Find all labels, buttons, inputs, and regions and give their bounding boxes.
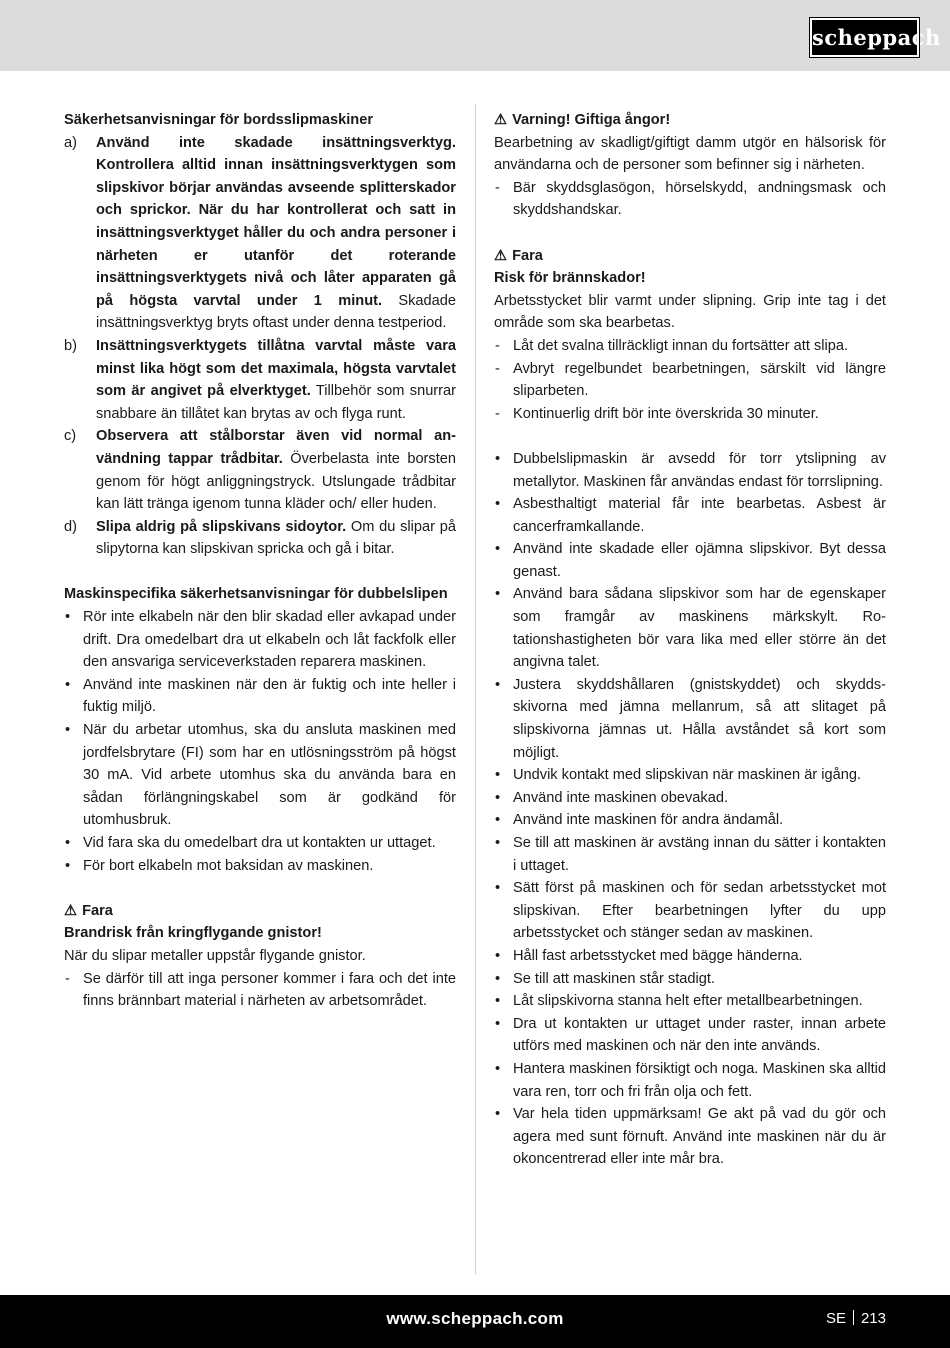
list-item-a <box>64 132 456 335</box>
bullet-item <box>494 832 886 877</box>
bullet-marker: • <box>495 880 501 897</box>
bullet-text: Justera skyddshållaren (gnistskyddet) och skyddsskivorna med jämna mellanrum, så att slitaget på slipskivorna jämnas ut. Hålla avståndet så kort som möjligt. <box>513 676 886 761</box>
dash-text: Se därför till att inga personer kommer i fara och det inte finns brännbart material i närheten av arbetsområdet. <box>83 970 456 1010</box>
item-bold-text: Insättningsverktygets tillåtna varvtal måste vara minst lika högt som det maximala, högsta varvtalet som är angivet på elverktyget. <box>96 337 456 400</box>
bullet-marker: • <box>495 496 501 513</box>
item-marker: d) <box>64 518 77 535</box>
bullet-marker: • <box>495 1015 501 1032</box>
bullet-text: Använd inte maskinen för andra ändamål. <box>513 812 784 829</box>
bullet-text: Dubbelslipmaskin är avsedd för torr ytslipning av metallytor. Maskinen får användas endast för torrslipning. <box>513 450 886 490</box>
item-text: Överbelasta inte borsten genom för högt anliggningstryck. Utslungade trådbitar kan lätt tränga igenom tunna kläder och/ eller huden. <box>96 450 457 513</box>
dash-marker: - <box>495 405 500 422</box>
bullet-item <box>494 877 886 945</box>
bullet-item <box>494 674 886 764</box>
website-link[interactable]: www.scheppach.com <box>386 1309 564 1328</box>
dash-marker: - <box>495 337 500 354</box>
bullet-marker: • <box>65 722 71 739</box>
page-indicator <box>826 1307 886 1331</box>
item-bold-text: Använd inte skadade insättningsverktyg. Kontrollera alltid innan insättningsverktygen som slipskivor börjar användas avseende splitterskador och sprickor. När du har kontrollerat och satt in insättningsverktyget håller du och andra personer i närheten er utanför det roterande insättningsverktygets nivå och låter apparaten gå på högsta varvtal under 1 minut. <box>96 134 456 309</box>
bullet-text: Använd inte maskinen när den är fuktig och inte heller i fuktig miljö. <box>83 676 456 716</box>
fire-warning-heading <box>64 900 456 923</box>
list-item-b <box>64 335 456 425</box>
bullet-item <box>494 1058 886 1103</box>
warning-label: Fara <box>512 247 543 264</box>
bullet-marker: • <box>65 835 71 851</box>
section-title-bench-grinder-safety: Säkerhetsanvisningar för bordsslipmaskiner <box>64 112 374 128</box>
dash-item <box>494 403 886 426</box>
fire-warning-text: När du slipar metaller uppstår flygande gnistor. <box>64 947 366 964</box>
dash-item <box>494 335 886 358</box>
burn-warning-title: Risk för brännskador! <box>494 270 646 287</box>
dash-text: Låt det svalna tillräckligt innan du fortsätter att slipa. <box>513 337 849 354</box>
warning-label: Varning! Giftiga ångor! <box>512 112 671 128</box>
bullet-text: Rör inte elkabeln när den blir skadad eller avkapad under drift. Dra omedelbart dra ut elkabeln och låt fackfolk eller den ansvariga serviceverkstaden reparera maskinen. <box>83 609 456 671</box>
bullet-item <box>494 968 886 991</box>
bullet-text: Asbesthaltigt material får inte bearbetas. Asbest är cancerframkallande. <box>513 496 886 535</box>
header-band <box>0 0 950 71</box>
dash-item <box>64 968 456 1013</box>
column-divider <box>475 104 476 1274</box>
list-item-c <box>64 425 456 515</box>
bullet-text: Använd bara sådana slipskivor som har de egenskaper som framgår av maskinens märkskylt. Rotationshastigheten bör vara lika med eller större än det angivna talet. <box>513 586 886 671</box>
dash-marker: - <box>495 179 500 196</box>
bullet-text: Sätt först på maskinen och för sedan arbetsstycket mot slipskivan. Efter bearbetningen lyfter du upp arbetsstycket och stänger sedan av maskinen. <box>513 880 886 942</box>
bullet-marker: • <box>495 586 501 603</box>
bullet-marker: • <box>495 789 501 806</box>
item-bold-text: Slipa aldrig på slipskivans sidoytor. <box>96 518 347 535</box>
warning-label: Fara <box>82 902 113 919</box>
bullet-item <box>64 719 456 832</box>
bullet-marker: • <box>65 857 71 874</box>
bullet-marker: • <box>495 947 501 964</box>
dash-text: Bär skyddsglasögon, hörselskydd, andningsmask och skyddshandskar. <box>513 179 886 219</box>
bullet-marker: • <box>65 609 71 626</box>
bullet-item <box>494 583 886 673</box>
bullet-marker: • <box>495 835 501 851</box>
bullet-marker: • <box>65 676 71 693</box>
dash-item <box>494 358 886 403</box>
bullet-item <box>494 538 886 583</box>
bullet-text: Undvik kontakt med slipskivan när maskinen är igång. <box>513 767 861 784</box>
bullet-text: Håll fast arbetsstycket med bägge händerna. <box>513 947 803 964</box>
dash-item <box>494 177 886 222</box>
item-text: Om du slipar på slipytorna kan slipskivan spricka och gå i bitar. <box>96 518 456 558</box>
bullet-marker: • <box>495 1060 501 1077</box>
burn-warning-text: Arbetsstycket blir varmt under slipning. Grip inte tag i det område som ska bearbetas. <box>494 292 886 332</box>
bullet-text: För bort elkabeln mot baksidan av maskinen. <box>83 857 374 874</box>
warning-triangle-icon: ⚠ <box>64 902 78 919</box>
dash-text: Kontinuerlig drift bör inte överskrida 30 minuter. <box>513 405 819 422</box>
page-number: 213 <box>860 1310 886 1327</box>
item-text: Tillbehör som snurrar snabbare än tillåtet kan brytas av och flyga runt. <box>96 383 457 422</box>
bullet-text: Använd inte maskinen obevakad. <box>513 789 728 806</box>
bullet-item <box>494 764 886 787</box>
bullet-marker: • <box>495 767 501 784</box>
warning-triangle-icon: ⚠ <box>494 112 508 128</box>
gas-warning-heading <box>494 109 886 132</box>
bullet-text: Använd inte skadade eller ojämna slipskivor. Byt dessa genast. <box>513 541 886 580</box>
gas-warning-text: Bearbetning av skadligt/giftigt damm utgör en hälsorisk för användarna och de personer som befinner sig i närheten. <box>494 134 886 174</box>
dash-text: Avbryt regelbundet bearbetningen, särskilt vid längre sliparbeten. <box>513 360 886 400</box>
right-column <box>494 109 886 1171</box>
dash-marker: - <box>65 970 70 987</box>
dash-marker: - <box>495 360 500 377</box>
bullet-text: Hantera maskinen försiktigt och noga. Maskinen ska alltid vara ren, torr och fri från olja och fett. <box>513 1060 886 1100</box>
bullet-text: Låt slipskivorna stanna helt efter metallbearbetningen. <box>513 993 863 1010</box>
bullet-item <box>494 990 886 1013</box>
bullet-item <box>494 1013 886 1058</box>
item-bold-text: Observera att stålborstar även vid normal användning tappar trådbitar. <box>96 428 456 467</box>
bullet-item <box>64 674 456 719</box>
bullet-text: Dra ut kontakten ur uttaget under raster, innan arbete utförs med maskinen och när den inte används. <box>513 1015 886 1055</box>
section-title-machine-specific: Maskinspecifika säkerhetsanvisningar för dubbelslipen <box>64 586 448 603</box>
warning-triangle-icon: ⚠ <box>494 247 508 264</box>
page-separator <box>853 1310 854 1325</box>
item-marker: a) <box>64 134 77 151</box>
bullet-text: Se till att maskinen står stadigt. <box>513 970 715 987</box>
bullet-marker: • <box>495 1106 501 1123</box>
bullet-item <box>494 493 886 538</box>
left-column <box>64 109 456 1013</box>
bullet-item <box>494 809 886 832</box>
bullet-marker: • <box>495 541 501 558</box>
bullet-text: Var hela tiden uppmärksam! Ge akt på vad du gör och agera med sunt förnuft. Använd inte maskinen när du är okoncentrerad eller inte mår bra. <box>513 1106 886 1168</box>
list-item-d <box>64 516 456 561</box>
bullet-item <box>494 787 886 810</box>
bullet-item <box>494 448 886 493</box>
burn-warning-heading <box>494 245 886 268</box>
bullet-text: När du arbetar utomhus, ska du ansluta maskinen med jordfelsbrytare (FI) som har en utlösningsström på högst 30 mA. Vid arbete utomhus ska du använda bara en sådan förlängningskabel som är godkänd för utomhusbruk. <box>83 722 456 829</box>
bullet-marker: • <box>495 993 501 1010</box>
brand-logo: scheppach <box>810 18 919 57</box>
bullet-item <box>494 1103 886 1171</box>
fire-warning-title: Brandrisk från kringflygande gnistor! <box>64 925 322 942</box>
bullet-marker: • <box>495 970 501 987</box>
item-marker: b) <box>64 337 77 354</box>
bullet-marker: • <box>495 812 501 829</box>
bullet-item <box>64 606 456 674</box>
footer-bar <box>0 1295 950 1348</box>
bullet-text: Vid fara ska du omedelbart dra ut kontakten ur uttaget. <box>83 835 436 851</box>
bullet-marker: • <box>495 450 501 467</box>
bullet-item <box>64 855 456 878</box>
item-text: Skadade insättningsverktyg bryts oftast under denna testperiod. <box>96 292 456 332</box>
bullet-item <box>494 945 886 968</box>
language-code: SE <box>825 1310 846 1327</box>
bullet-text: Se till att maskinen är avstäng innan du sätter i kontakten i uttaget. <box>513 835 886 874</box>
bullet-item <box>64 832 456 855</box>
bullet-marker: • <box>495 676 501 693</box>
item-marker: c) <box>64 428 77 445</box>
